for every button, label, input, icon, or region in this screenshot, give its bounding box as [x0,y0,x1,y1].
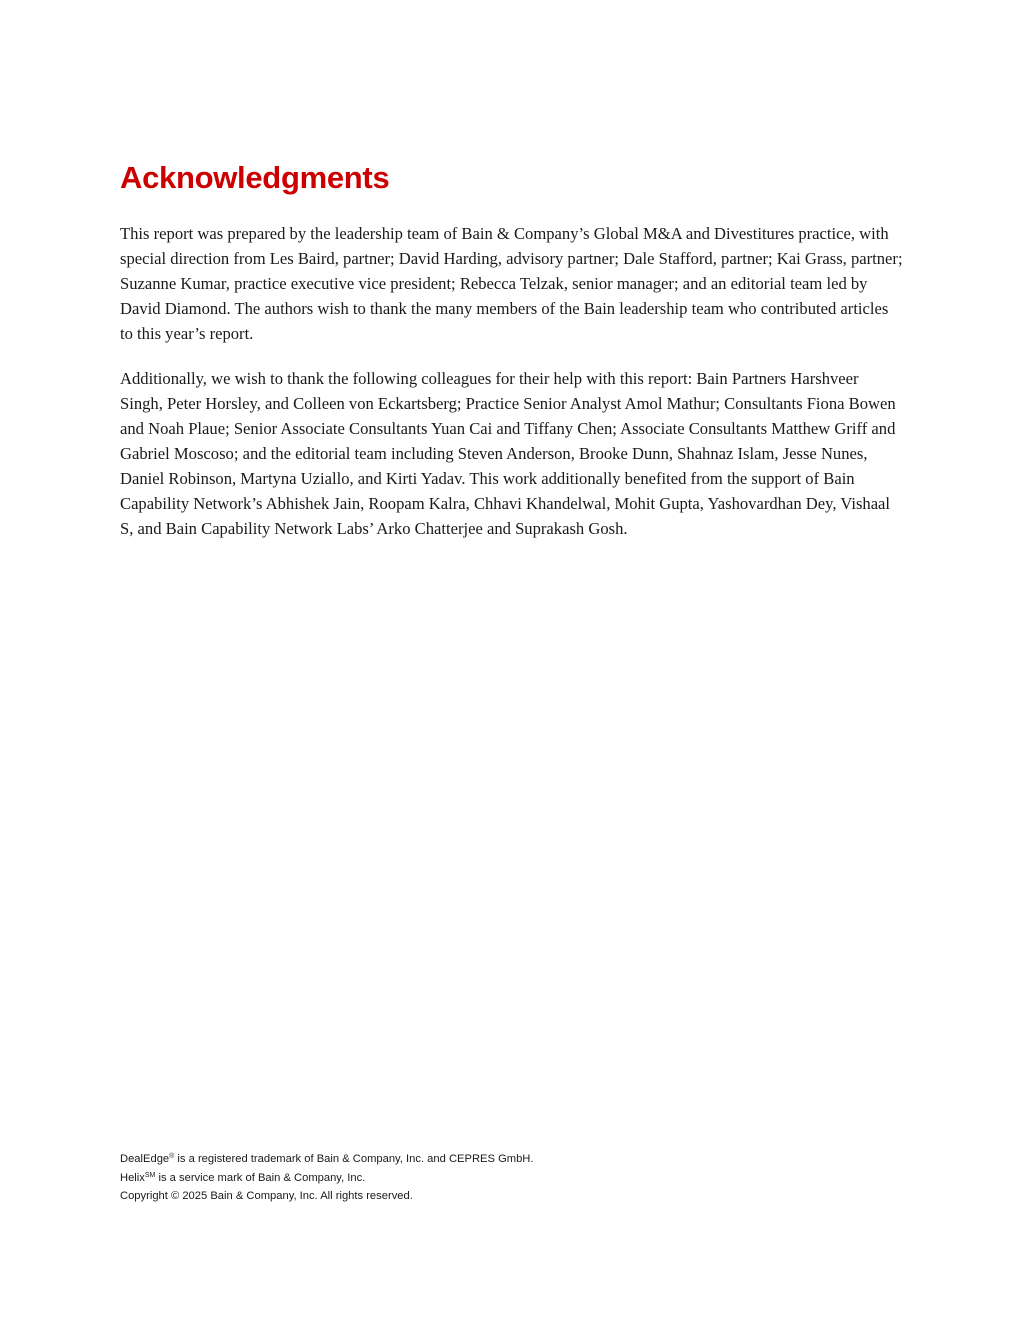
service-mark-name-helix: Helix [120,1171,145,1184]
trademark-notice-dealedge [120,1150,820,1169]
service-mark-notice-helix [120,1169,820,1188]
trademark-text-dealedge: is a registered trademark of Bain & Company, Inc. and CEPRES GmbH. [174,1153,534,1165]
service-mark-symbol: SM [144,1171,156,1179]
service-mark-text-helix: is a service mark of Bain & Company, Inc. [155,1171,366,1184]
main-content [120,158,905,541]
copyright-notice: Copyright © 2025 Bain & Company, Inc. All rights reserved. [120,1190,413,1202]
legal-footer [120,1150,820,1206]
page-title: Acknowledgments [120,160,390,195]
acknowledgment-paragraph-1: This report was prepared by the leadership team of Bain & Company’s Global M&A and Divestitures practice, with special direction from Les Baird, partner; David Harding, advisory partner; Dale Stafford, partner; Kai Grass, partner; Suzanne Kumar, practice executive vice president; Rebecca Telzak, senior manager; and an editorial team led by David Diamond. The authors wish to thank the many members of the Bain leadership team who contributed articles to this year’s report. [120,224,903,343]
registered-mark: ® [169,1153,175,1160]
acknowledgment-paragraph-2: Additionally, we wish to thank the following colleagues for their help with this report: Bain Partners Harshveer Singh, Peter Horsley, and Colleen von Eckartsberg; Practice Senior Analyst Amol Mathur; Consultants Fiona Bowen and Noah Plaue; Senior Associate Consultants Yuan Cai and Tiffany Chen; Associate Consultants Matthew Griff and Gabriel Moscoso; and the editorial team including Steven Anderson, Brooke Dunn, Shahnaz Islam, Jesse Nunes, Daniel Robinson, Martyna Uziallo, and Kirti Yadav. This work additionally benefited from the support of Bain Capability Network’s Abhishek Jain, Roopam Kalra, Chhavi Khandelwal, Mohit Gupta, Yashovardhan Dey, Vishaal S, and Bain Capability Network Labs’ Arko Chatterjee and Suprakash Gosh. [120,369,896,538]
trademark-name-dealedge: DealEdge [120,1153,170,1165]
